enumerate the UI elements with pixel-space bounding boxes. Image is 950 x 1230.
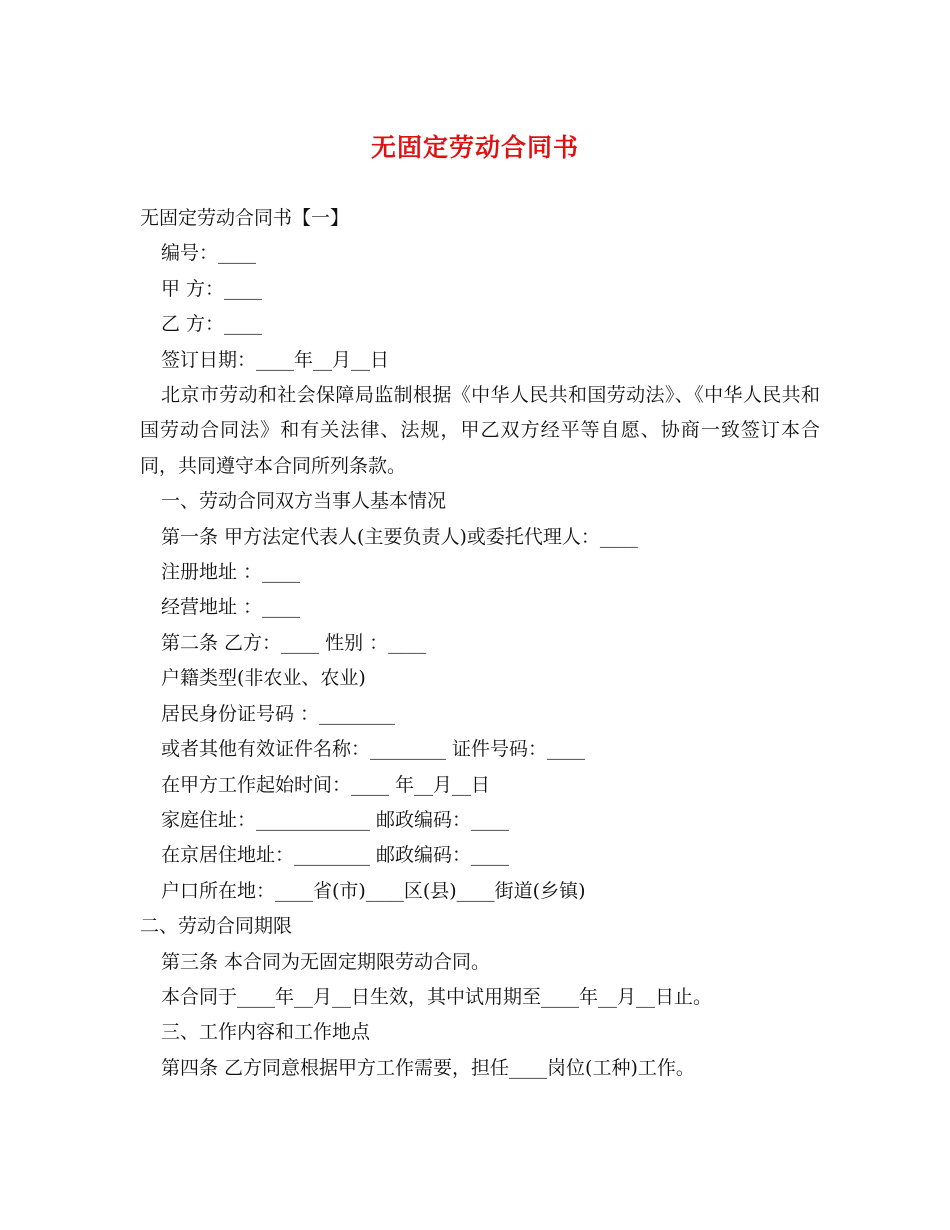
article-3: 第三条 本合同为无固定期限劳动合同。 [161, 950, 491, 973]
article-4: 第四条 乙方同意根据甲方工作需要，担任____岗位(工种)工作。 [161, 1056, 695, 1079]
start-date: 在甲方工作起始时间：____ 年__月__日 [161, 773, 491, 796]
article-1: 第一条 甲方法定代表人(主要负责人)或委托代理人：____ [161, 525, 638, 548]
section-heading-2: 二、劳动合同期限 [140, 915, 293, 938]
preamble-paragraph: 北京市劳动和社会保障局监制根据《中华人民共和国劳动法》、《中华人民共和国劳动合同法》和有关法律、法规，甲乙双方经平等自愿、协商一致签订本合同，共同遵守本合同所列条款。 [140, 384, 820, 477]
registered-address: 注册地址 ：____ [161, 561, 301, 584]
document-title: 无固定劳动合同书 [370, 133, 579, 162]
article-2: 第二条 乙方：____ 性别 ：____ [161, 631, 427, 654]
hukou-location: 户口所在地：____省(市)____区(县)____街道(乡镇) [161, 879, 586, 902]
business-address: 经营地址 ：____ [161, 596, 301, 619]
section-heading-1: 一、劳动合同双方当事人基本情况 [161, 490, 447, 513]
contract-term: 本合同于____年__月__日生效，其中试用期至____年__月__日止。 [161, 985, 713, 1008]
document-body [140, 201, 820, 1086]
party-a: 甲 方：____ [161, 277, 263, 300]
contract-subtitle: 无固定劳动合同书【一】 [140, 207, 350, 229]
contract-number: 编号：____ [161, 242, 257, 265]
party-b: 乙 方：____ [161, 313, 263, 336]
section-heading-3: 三、工作内容和工作地点 [161, 1021, 371, 1044]
home-address: 家庭住址：____________ 邮政编码：____ [161, 808, 510, 831]
id-number: 居民身份证号码 ：________ [161, 702, 396, 725]
other-certificate: 或者其他有效证件名称：________ 证件号码：____ [161, 738, 586, 761]
beijing-address: 在京居住地址：________ 邮政编码：____ [161, 844, 510, 867]
household-type: 户籍类型(非农业、农业) [161, 667, 366, 690]
signing-date: 签订日期：____年__月__日 [161, 348, 390, 371]
